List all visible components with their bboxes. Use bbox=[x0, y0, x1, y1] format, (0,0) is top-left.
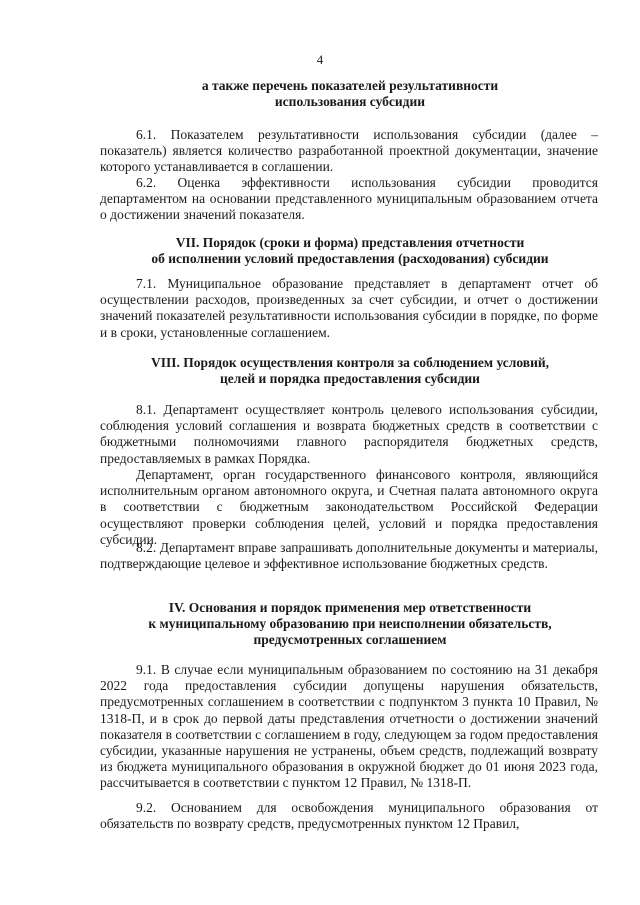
section-8-heading bbox=[100, 355, 600, 387]
paragraph-6-1: 6.1. Показателем результативности использования субсидии (далее – показатель) является количество разработанной проектной документации, значение которого устанавливается в соглашении. bbox=[100, 127, 598, 175]
page-number: 4 bbox=[316, 52, 324, 67]
paragraph-8-1-continued: Департамент, орган государственного финансового контроля, являющийся исполнительным органом автономного округа, и Счетная палата автономного округа в соответствии с бюджетным законодательством Российской Федерации осуществляют проверки соблюдения целей, условий и порядка предоставления субсидии. bbox=[100, 467, 598, 547]
paragraph-9-1: 9.1. В случае если муниципальным образованием по состоянию на 31 декабря 2022 года предоставления субсидии допущены нарушения обязательств, предусмотренных соглашением в соответствии с подпунктом 3 пункта 10 Правил, № 1318-П, и в срок до первой даты представления отчетности о достижении значений показателя в соответствии с соглашением в году, следующем за годом предоставления субсидии, указанные нарушения не устранены, объем средств, подлежащий возврату из бюджета муниципального образования в окружной бюджет до 01 июня 2023 года, рассчитывается в соответствии с пунктом 12 Правил, № 1318-П. bbox=[100, 662, 598, 791]
heading-line: IV. Основания и порядок применения мер ответственности bbox=[168, 600, 532, 615]
heading-line: VII. Порядок (сроки и форма) представления отчетности bbox=[175, 235, 525, 250]
heading-line: а также перечень показателей результативности bbox=[201, 78, 499, 93]
section-9-heading bbox=[100, 600, 600, 648]
paragraph-6-2: 6.2. Оценка эффективности использования субсидии проводится департаментом на основании представленного муниципальным образованием отчета о достижении значений показателя. bbox=[100, 175, 598, 223]
heading-line: целей и порядка предоставления субсидии bbox=[220, 371, 480, 386]
heading-line: предусмотренных соглашением bbox=[253, 632, 447, 647]
paragraph-7-1: 7.1. Муниципальное образование представляет в департамент отчет об осуществлении расходов, произведенных за счет субсидии, и отчет о достижении значений показателей результативности использования субсидии в порядке, по форме и в сроки, установленные соглашением. bbox=[100, 276, 598, 340]
section-6-heading bbox=[100, 78, 600, 110]
heading-line: использования субсидии bbox=[274, 94, 426, 109]
heading-line: VIII. Порядок осуществления контроля за соблюдением условий, bbox=[150, 355, 550, 370]
section-7-heading bbox=[100, 235, 600, 267]
heading-line: к муниципальному образованию при неисполнении обязательств, bbox=[148, 616, 552, 631]
paragraph-8-1: 8.1. Департамент осуществляет контроль целевого использования субсидии, соблюдения условий соглашения и возврата бюджетных средств в соответствии с бюджетными полномочиями главного распорядителя бюджетных средств, предоставляемых в рамках Порядка. bbox=[100, 402, 598, 466]
paragraph-9-2: 9.2. Основанием для освобождения муниципального образования от обязательств по возврату средств, предусмотренных пунктом 12 Правил, bbox=[100, 800, 598, 832]
heading-line: об исполнении условий предоставления (расходования) субсидии bbox=[151, 251, 549, 266]
paragraph-8-2: 8.2. Департамент вправе запрашивать дополнительные документы и материалы, подтверждающие целевое и эффективное использование бюджетных средств. bbox=[100, 540, 598, 572]
